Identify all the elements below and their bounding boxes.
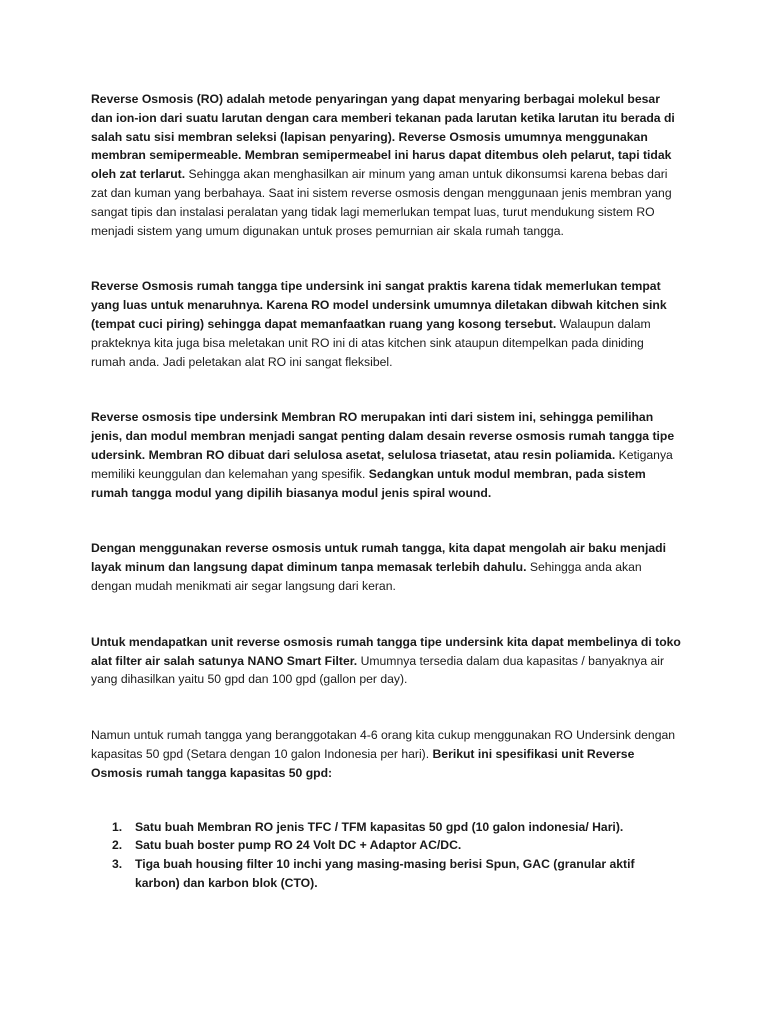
list-item: [91, 836, 681, 855]
spec-list: [91, 818, 681, 893]
paragraph-6: [91, 726, 681, 782]
paragraph-4-normal: Sehingga anda akan dengan mudah menikmati air segar langsung dari keran.: [91, 560, 642, 593]
paragraph-3-bold-2: Sedangkan untuk modul membran, pada sistem rumah tangga modul yang dipilih biasanya modul jenis spiral wound.: [91, 466, 646, 500]
paragraph-5-normal: Umumnya tersedia dalam dua kapasitas / banyaknya air yang dihasilkan yaitu 50 gpd dan 100 gpd (gallon per day).: [91, 653, 665, 687]
paragraph-2-bold: Reverse Osmosis rumah tangga tipe undersink ini sangat praktis karena tidak memerlukan tempat yang luas untuk menaruhnya. Karena RO model undersink umumnya diletakan dibwah kitchen sink (tempat cuci piring) sehingga dapat memanfaatkan ruang yang kosong tersebut.: [91, 279, 667, 331]
paragraph-3-bold: Reverse osmosis tipe undersink Membran RO merupakan inti dari sistem ini, sehingga pemilihan jenis, dan modul membran menjadi sangat penting dalam desain reverse osmosis rumah tangga tipe udersink. Membran RO dibuat dari selulosa asetat, selulosa triasetat, atau resin poliamida.: [91, 410, 675, 462]
paragraph-1-bold: Reverse Osmosis (RO) adalah metode penyaringan yang dapat menyaring berbagai molekul besar dan ion-ion dari suatu larutan dengan cara memberi tekanan pada larutan ketika larutan itu berada di salah satu sisi membran seleksi (lapisan penyaring). Reverse Osmosis umumnya menggunakan membran semipermeable. Membran semipermeabel ini harus dapat ditembus oleh pelarut, tapi tidak oleh zat terlarut.: [91, 92, 675, 182]
list-item: [91, 855, 681, 893]
paragraph-1: [91, 90, 681, 240]
list-item-text: Satu buah Membran RO jenis TFC / TFM kapasitas 50 gpd (10 galon indonesia/ Hari).: [135, 819, 624, 834]
paragraph-5-bold: Untuk mendapatkan unit reverse osmosis rumah tangga tipe undersink kita dapat membelinya di toko alat filter air salah satunya NANO Smart Filter.: [91, 634, 681, 668]
list-item: [91, 818, 681, 837]
paragraph-5: [91, 633, 681, 689]
paragraph-6-normal: Namun untuk rumah tangga yang beranggotakan 4-6 orang kita cukup menggunakan RO Undersink dengan kapasitas 50 gpd (Setara dengan 10 galon Indonesia per hari).: [91, 728, 676, 761]
list-item-number: 1.: [112, 819, 123, 834]
list-item-text: Tiga buah housing filter 10 inchi yang masing-masing berisi Spun, GAC (granular aktif karbon) dan karbon blok (CTO).: [135, 857, 635, 890]
paragraph-3: [91, 408, 681, 502]
paragraph-2-normal: Walaupun dalam prakteknya kita juga bisa meletakan unit RO ini di atas kitchen sink ataupun ditempelkan pada diniding rumah anda. Jadi peletakan alat RO ini sangat fleksibel.: [91, 316, 651, 369]
paragraph-4: [91, 539, 681, 595]
paragraph-1-normal: Sehingga akan menghasilkan air minum yang aman untuk dikonsumsi karena bebas dari zat dan kuman yang berbahaya. Saat ini sistem reverse osmosis dengan menggunaan jenis membran yang sangat tipis dan instalasi peralatan yang tidak lagi memerlukan tempat luas, turut mendukung sistem RO menjadi sistem yang umum digunakan untuk proses pemurnian air skala rumah tangga.: [91, 167, 672, 238]
list-item-number: 3.: [112, 857, 123, 872]
paragraph-4-bold: Dengan menggunakan reverse osmosis untuk rumah tangga, kita dapat mengolah air baku menjadi layak minum dan langsung dapat diminum tanpa memasak terlebih dahulu.: [91, 541, 666, 575]
paragraph-3-normal: Ketiganya memiliki keunggulan dan kelemahan yang spesifik.: [91, 447, 673, 481]
paragraph-2: [91, 277, 681, 371]
document-page: [91, 90, 681, 893]
paragraph-6-bold-2: Berikut ini spesifikasi unit Reverse Osmosis rumah tangga kapasitas 50 gpd:: [91, 746, 635, 780]
list-item-number: 2.: [112, 838, 123, 853]
list-item-text: Satu buah boster pump RO 24 Volt DC + Adaptor AC/DC.: [135, 838, 462, 853]
